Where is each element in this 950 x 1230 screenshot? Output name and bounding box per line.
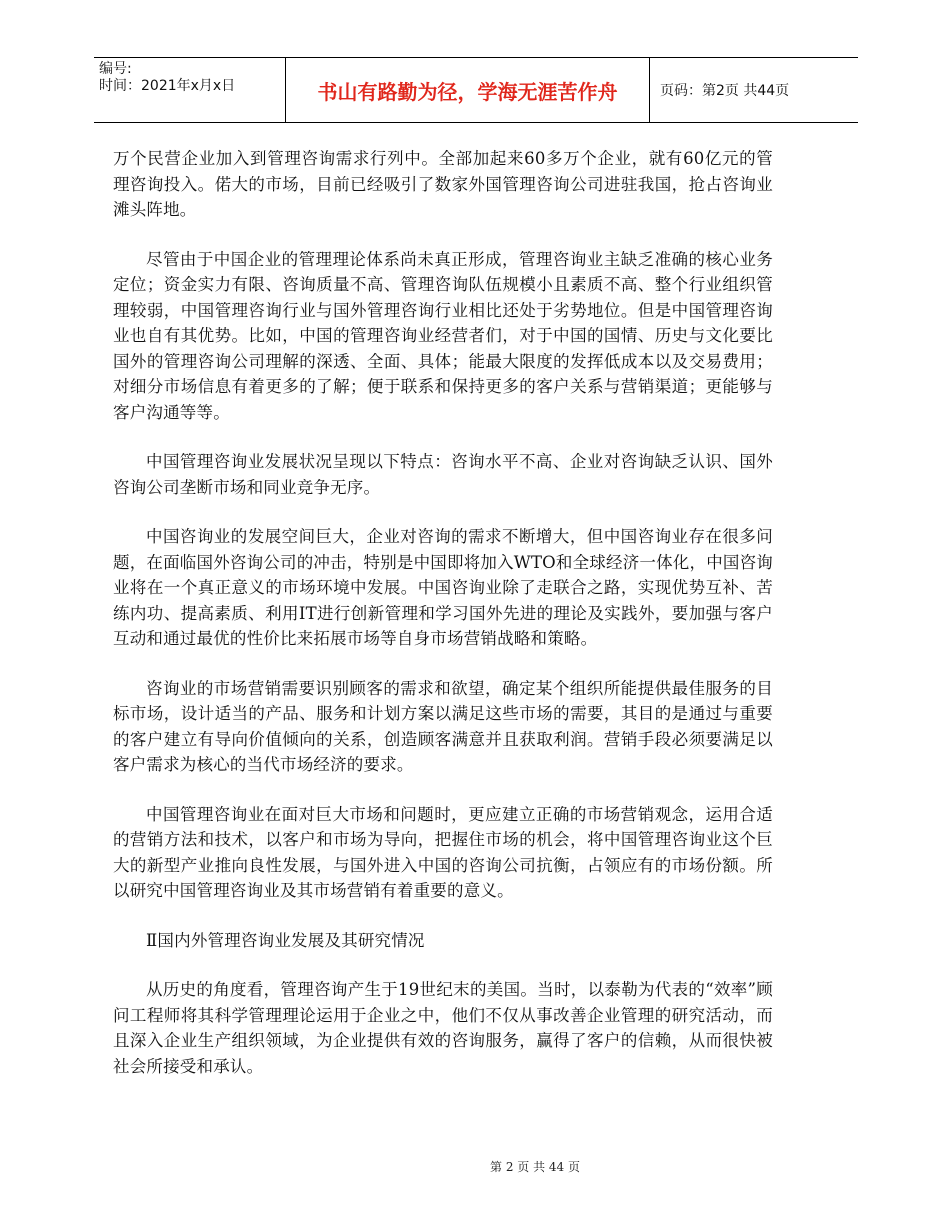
paragraph-1: 万个民营企业加入到管理咨询需求行列中。全部加起来60多万个企业，就有60亿元的管理咨询投入。偌大的市场，目前已经吸引了数家外国管理咨询公司进驻我国，抢占咨询业滩头阵地。	[113, 149, 773, 219]
paragraph-3: 中国管理咨询业发展状况呈现以下特点：咨询水平不高、企业对咨询缺乏认识、国外咨询公司垄断市场和同业竞争无序。	[113, 452, 773, 497]
header-page-info: 页码：第2页 共44页	[660, 83, 790, 99]
paragraph-6: 中国管理咨询业在面对巨大市场和问题时，更应建立正确的市场营销观念，运用合适的营销方法和技术，以客户和市场为导向，把握住市场的机会，将中国管理咨询业这个巨大的新型产业推向良性发展，与国外进入中国的咨询公司抗衡，占领应有的市场份额。所以研究中国管理咨询业及其市场营销有着重要的意义。	[113, 804, 773, 900]
section-heading: Ⅱ国内外管理咨询业发展及其研究情况	[146, 930, 425, 950]
page-header	[94, 57, 858, 123]
header-motto: 书山有路勤为径，学海无涯苦作舟	[286, 58, 650, 122]
header-meta	[94, 58, 286, 122]
page-footer: 第 2 页 共 44 页	[490, 1160, 580, 1174]
document-body	[113, 146, 773, 1103]
paragraph-7: 从历史的角度看，管理咨询产生于19世纪末的美国。当时，以泰勒为代表的“效率”顾问工程师将其科学管理理论运用于企业之中，他们不仅从事改善企业管理的研究活动，而且深入企业生产组织领域，为企业提供有效的咨询服务，赢得了客户的信赖，从而很快被社会所接受和承认。	[113, 980, 773, 1076]
paragraph-4: 中国咨询业的发展空间巨大，企业对咨询的需求不断增大，但中国咨询业存在很多问题，在面临国外咨询公司的冲击，特别是中国即将加入WTO和全球经济一体化，中国咨询业将在一个真正意义的市场环境中发展。中国咨询业除了走联合之路，实现优势互补、苦练内功、提高素质、利用IT进行创新管理和学习国外先进的理论及实践外，要加强与客户互动和通过最优的性价比来拓展市场等自身市场营销战略和策略。	[113, 527, 773, 648]
number-label: 编号:	[99, 61, 132, 77]
paragraph-2: 尽管由于中国企业的管理理论体系尚未真正形成，管理咨询业主缺乏准确的核心业务定位；资金实力有限、咨询质量不高、管理咨询队伍规模小且素质不高、整个行业组织管理较弱，中国管理咨询行业与国外管理咨询行业相比还处于劣势地位。但是中国管理咨询业也自有其优势。比如，中国的管理咨询业经营者们，对于中国的国情、历史与文化要比国外的管理咨询公司理解的深透、全面、具体；能最大限度的发挥低成本以及交易费用；对细分市场信息有着更多的了解；便于联系和保持更多的客户关系与营销渠道；更能够与客户沟通等等。	[113, 249, 773, 422]
paragraph-5: 咨询业的市场营销需要识别顾客的需求和欲望，确定某个组织所能提供最佳服务的目标市场，设计适当的产品、服务和计划方案以满足这些市场的需要，其目的是通过与重要的客户建立有导向价值倾向的关系，创造顾客满意并且获取利润。营销手段必须要满足以客户需求为核心的当代市场经济的要求。	[113, 678, 773, 774]
time-label: 时间：2021年x月x日	[99, 78, 236, 94]
